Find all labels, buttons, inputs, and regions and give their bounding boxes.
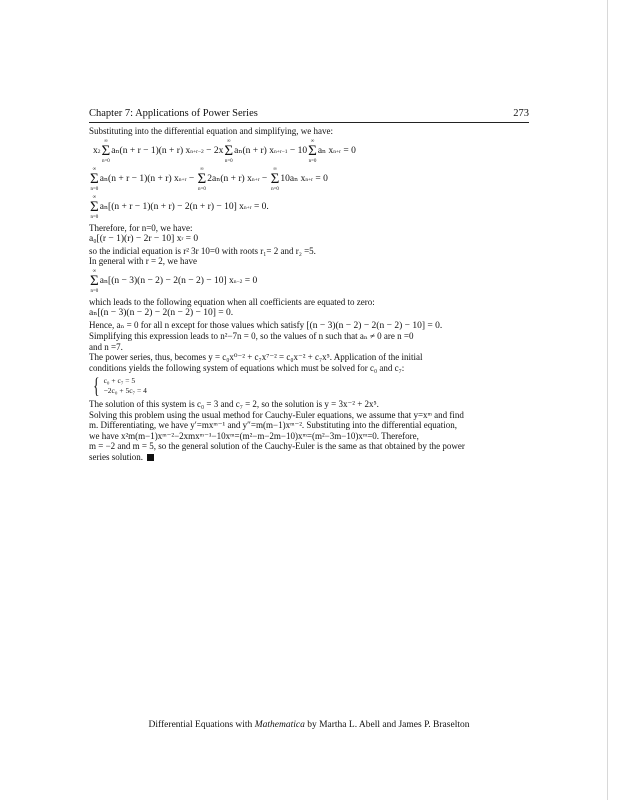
chapter-title: Chapter 7: Applications of Power Series	[89, 108, 258, 119]
sum-lower: n=0	[271, 186, 279, 192]
sum-symbol	[308, 139, 317, 165]
footer-suffix: by Martha L. Abell and James P. Braselton	[304, 720, 470, 730]
cauchy-text-3: we have x²m(m−1)xᵐ⁻²−2xmxᵐ⁻¹−10xᵐ=(m²−m−2m−10)xᵐ=(m²−3m−10)xᵐ=0. Therefore,	[89, 430, 419, 441]
sum-upper: ∞	[226, 138, 231, 144]
equation-3: ∞ Σ n=0 aₙ[(n + r − 1)(n + r) − 2(n + r) − 10] x n+r = 0.	[90, 194, 269, 220]
system-brace: {	[93, 373, 100, 398]
sigma-glyph: Σ	[224, 142, 234, 159]
eq2-op: −	[186, 174, 197, 185]
cauchy-text-4: m = −2 and m = 5, so the general solution of the Cauchy-Euler is the same as that obtained by the power	[89, 441, 465, 451]
sigma-glyph: Σ	[270, 170, 280, 187]
sum-symbol	[90, 167, 99, 193]
equation-2: ∞ Σ n=0 aₙ(n + r − 1)(n + r) x n+r − ∞ Σ n=0 2aₙ(n + r) x n+r − ∞ Σ n=0 10aₙ x n+r = 0	[90, 166, 328, 192]
sigma-glyph: Σ	[90, 272, 99, 289]
sum-lower: n=0	[198, 186, 206, 192]
sum-upper: ∞	[92, 166, 97, 172]
sum-upper: ∞	[273, 166, 277, 172]
eq1-term3: aₙ x	[317, 146, 334, 157]
footer-italic-title: Mathematica	[254, 720, 305, 730]
indicial-text: so the indicial equation is r² 3r 10=0 with roots r₁= 2 and r₂ =5.	[89, 245, 316, 256]
sum-symbol	[102, 139, 111, 165]
eq1-x: x	[93, 146, 98, 157]
eq2-op2: −	[259, 174, 270, 185]
page-number: 273	[513, 108, 529, 119]
sum-symbol	[271, 167, 280, 193]
hence-bracket-eq: [(n − 3)(n − 2) − 2(n − 2) − 10] = 0.	[306, 320, 443, 331]
qed-square-icon	[147, 454, 154, 461]
simplify-text: Simplifying this expression leads to n²−7n = 0, so the values of n such that aₙ ≠ 0 are n =0	[89, 331, 414, 341]
sum-lower: n=0	[101, 158, 110, 164]
eq1-op2: − 10	[287, 146, 308, 157]
equation-5: ∞ Σ n=0 aₙ[(n − 3)(n − 2) − 2(n − 2) − 10] x n−2 = 0	[90, 268, 258, 294]
eq2-end: = 0	[313, 174, 328, 185]
eq1-term1: aₙ(n + r − 1)(n + r) x	[111, 146, 191, 157]
sigma-glyph: Σ	[101, 142, 111, 159]
cauchy-text-5: series solution.	[89, 451, 143, 462]
hence-text: Hence, aₙ = 0 for all n except for those values which satisfy	[89, 319, 305, 330]
eq1-end: = 0	[340, 146, 356, 157]
footer-prefix: Differential Equations with	[148, 720, 255, 730]
hence-line	[89, 320, 529, 332]
eq3-body: aₙ[(n + r − 1)(n + r) − 2(n + r) − 10] x	[99, 202, 244, 213]
sum-symbol	[224, 139, 233, 165]
sum-symbol	[90, 195, 99, 221]
cauchy-text-1: Solving this problem using the usual method for Cauchy-Euler equations, we assume that y=xᵐ and find	[89, 409, 464, 420]
intro-text: Substituting into the differential equation and simplifying, we have:	[89, 126, 334, 136]
sum-symbol	[90, 269, 99, 295]
cauchy-text-2: m. Differentiating, we have y′=mxᵐ⁻¹ and y″=m(m−1)xᵐ⁻². Substituting into the differential equation,	[89, 420, 457, 430]
solution-text: The solution of this system is c₀ = 3 and c₇ = 2, so the solution is y = 3x⁻² + 2x⁵.	[89, 399, 379, 409]
equation-system	[91, 375, 529, 397]
eq4-end: = 0	[183, 234, 199, 244]
sigma-glyph: Σ	[197, 170, 207, 187]
sum-upper: ∞	[200, 166, 204, 172]
eq1-term2: aₙ(n + r) x	[234, 146, 274, 157]
power-series-text-1: The power series, thus, becomes y = c₀x⁰⁻² + c₇x⁷⁻² = c₀x⁻² + c₇x⁵. Application of the initial	[89, 352, 423, 362]
equation-1: x 2 ∞ Σ n=0 aₙ(n + r − 1)(n + r) x n+r−2 − 2x ∞ Σ n=0 aₙ(n + r) x n+r−1 − 10 ∞ Σ n=0 aₙ x n+r = 0	[93, 138, 356, 164]
sum-lower: n=0	[90, 186, 99, 192]
sum-lower: n=0	[224, 158, 233, 164]
eq5-end: = 0	[242, 276, 258, 287]
page-edge-line	[607, 0, 608, 800]
leads-to-text: which leads to the following equation when all coefficients are equated to zero:	[89, 296, 375, 307]
page-body	[89, 126, 529, 462]
sum-lower: n=0	[90, 288, 99, 294]
therefore-text: Therefore, for n=0, we have:	[89, 222, 193, 233]
sum-upper: ∞	[104, 138, 108, 144]
sum-upper: ∞	[92, 194, 97, 200]
system-row-1: c₀ + c₇ = 5	[103, 376, 136, 385]
sum-upper: ∞	[92, 268, 97, 274]
eq5-body: aₙ[(n − 3)(n − 2) − 2(n − 2) − 10] x	[99, 276, 234, 287]
sum-symbol	[198, 167, 207, 193]
sigma-glyph: Σ	[308, 142, 317, 159]
eq4-body: a₀[(r − 1)(r) − 2r − 10] x	[89, 234, 182, 244]
power-series-text-2: conditions yields the following system of equations which must be solved for c₀ and c₇:	[89, 362, 405, 373]
eq1-op: − 2x	[203, 146, 224, 157]
eq2-term3: 10aₙ x	[280, 174, 306, 185]
equation-6	[89, 308, 529, 319]
eq2-term2: 2aₙ(n + r) x	[207, 174, 252, 185]
general-r-text: In general with r = 2, we have	[89, 256, 198, 266]
eq3-end: = 0.	[251, 202, 269, 213]
sum-upper: ∞	[310, 138, 315, 144]
sigma-glyph: Σ	[90, 170, 99, 187]
header-rule	[89, 122, 529, 123]
sum-lower: n=0	[308, 158, 317, 164]
eq6-body: aₙ[(n − 3)(n − 2) − 2(n − 2) − 10] = 0.	[89, 308, 234, 318]
sum-lower: n=0	[90, 214, 99, 220]
sigma-glyph: Σ	[90, 198, 99, 215]
system-row-2: −2c₀ + 5c₇ = 4	[103, 386, 147, 395]
page-footer	[0, 720, 618, 730]
and-n7-text: and n =7.	[89, 341, 123, 352]
eq2-term1: aₙ(n + r − 1)(n + r) x	[99, 174, 179, 185]
cauchy-line-5	[89, 452, 529, 463]
system-rows	[104, 376, 147, 396]
equation-4: a₀[(r − 1)(r) − 2r − 10] x r = 0	[89, 234, 199, 244]
